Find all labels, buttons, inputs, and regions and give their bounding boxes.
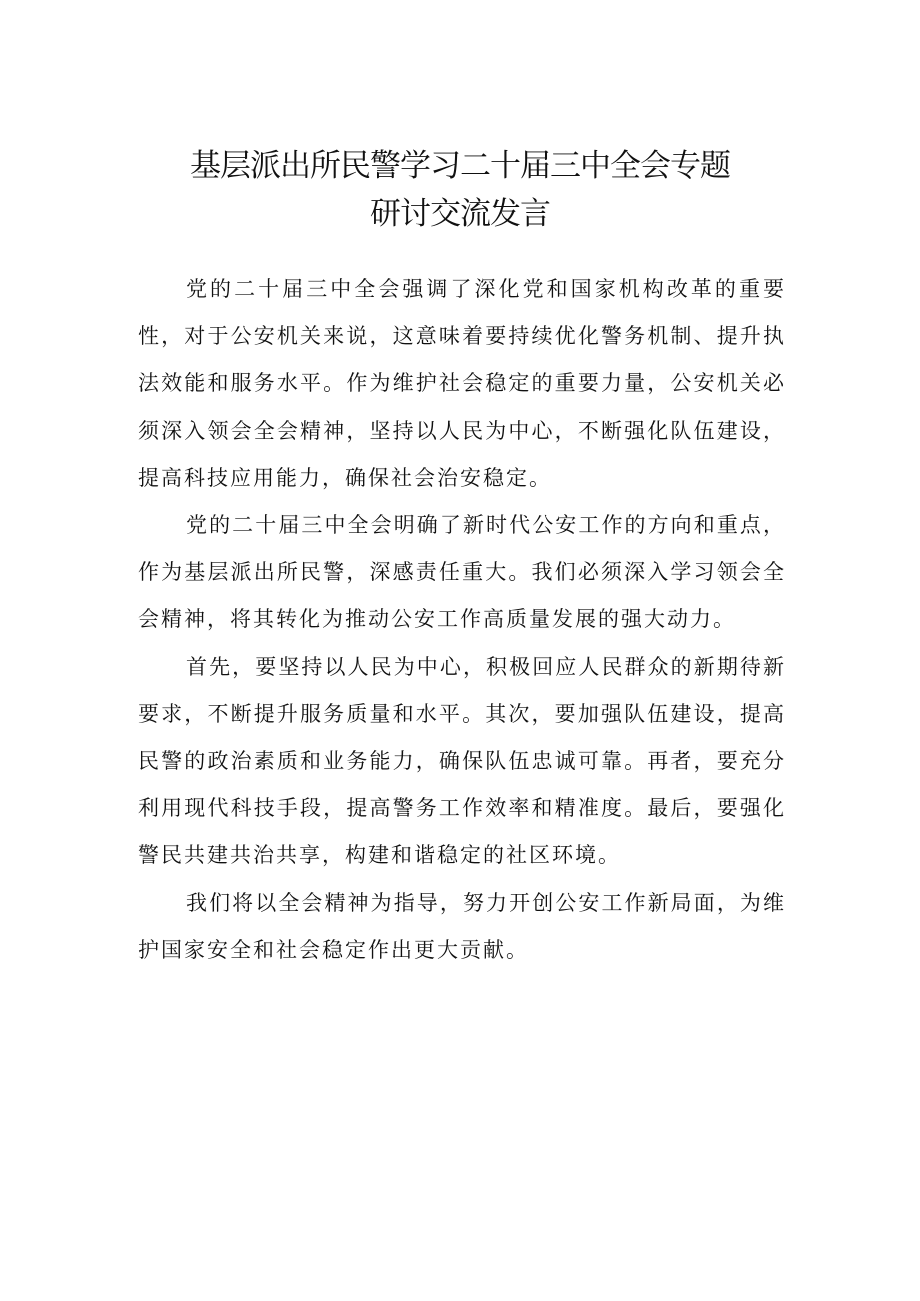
title-line-2: 研讨交流发言 <box>370 196 550 232</box>
document-title <box>0 142 920 238</box>
body-paragraph-2: 党的二十届三中全会明确了新时代公安工作的方向和重点，作为基层派出所民警，深感责任重大。我们必须深入学习领会全会精神，将其转化为推动公安工作高质量发展的强大动力。 <box>138 513 786 632</box>
body-paragraph-4: 我们将以全会精神为指导，努力开创公安工作新局面，为维护国家安全和社会稳定作出更大贡献。 <box>138 890 786 962</box>
title-line-1: 基层派出所民警学习二十届三中全会专题 <box>190 148 730 184</box>
body-paragraph-3: 首先，要坚持以人民为中心，积极回应人民群众的新期待新要求，不断提升服务质量和水平。其次，要加强队伍建设，提高民警的政治素质和业务能力，确保队伍忠诚可靠。再者，要充分利用现代科技手段，提高警务工作效率和精准度。最后，要强化警民共建共治共享，构建和谐稳定的社区环境。 <box>138 654 786 868</box>
body-paragraph-1: 党的二十届三中全会强调了深化党和国家机构改革的重要性，对于公安机关来说，这意味着要持续优化警务机制、提升执法效能和服务水平。作为维护社会稳定的重要力量，公安机关必须深入领会全会精神，坚持以人民为中心，不断强化队伍建设，提高科技应用能力，确保社会治安稳定。 <box>138 277 786 490</box>
document-body <box>138 266 786 974</box>
